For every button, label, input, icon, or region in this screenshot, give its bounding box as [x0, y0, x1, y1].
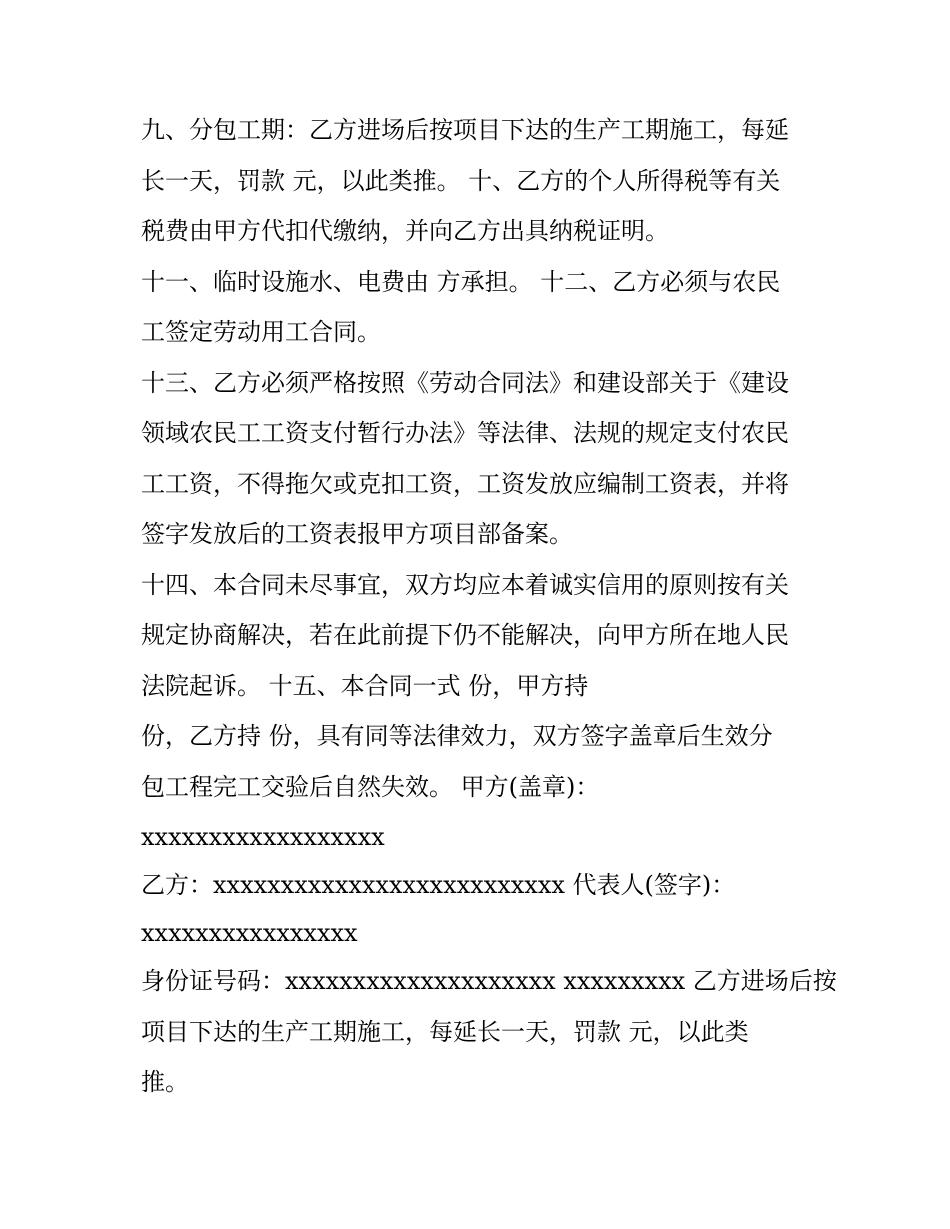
text-line: 包工程完工交验后自然失效。 甲方(盖章)：: [141, 772, 600, 801]
text-line: 十一、临时设施水、电费由 方承担。 十二、乙方必须与农民: [141, 267, 781, 296]
text-line: 份，乙方持 份，具有同等法律效力，双方签字盖章后生效分: [141, 722, 773, 750]
text-line: 工签定劳动用工合同。: [141, 318, 381, 346]
text-line: 项目下达的生产工期施工，每延长一天，罚款 元，以此类: [141, 1017, 749, 1046]
text-line: 长一天，罚款 元，以此类推。 十、乙方的个人所得税等有关: [141, 166, 781, 195]
text-line: 法院起诉。 十五、本合同一式 份，甲方持: [141, 671, 589, 700]
text-line: xxxxxxxxxxxxxxxx: [141, 919, 358, 947]
text-line: 规定协商解决，若在此前提下仍不能解决，向甲方所在地人民: [141, 621, 789, 649]
text-line: xxxxxxxxxxxxxxxxxx: [141, 823, 385, 851]
text-line: 十三、乙方必须严格按照《劳动合同法》和建设部关于《建设: [141, 368, 789, 397]
text-line: 推。: [141, 1068, 189, 1096]
text-line: 九、分包工期：乙方进场后按项目下达的生产工期施工，每延: [141, 116, 789, 144]
text-line: 乙方：xxxxxxxxxxxxxxxxxxxxxxxxxx 代表人(签字)：: [141, 871, 736, 899]
text-line: 工工资，不得拖欠或克扣工资，工资发放应编制工资表，并将: [141, 469, 789, 498]
text-line: 签字发放后的工资表报甲方项目部备案。: [141, 520, 573, 548]
text-line: 身份证号码：xxxxxxxxxxxxxxxxxxxx xxxxxxxxx 乙方进场后按: [141, 967, 837, 995]
text-line: 领域农民工工资支付暂行办法》等法律、法规的规定支付农民: [141, 419, 789, 447]
text-line: 十四、本合同未尽事宜，双方均应本着诚实信用的原则按有关: [141, 570, 789, 599]
contract-text-body: [141, 110, 837, 1113]
text-line: 税费由甲方代扣代缴纳，并向乙方出具纳税证明。: [141, 217, 669, 245]
